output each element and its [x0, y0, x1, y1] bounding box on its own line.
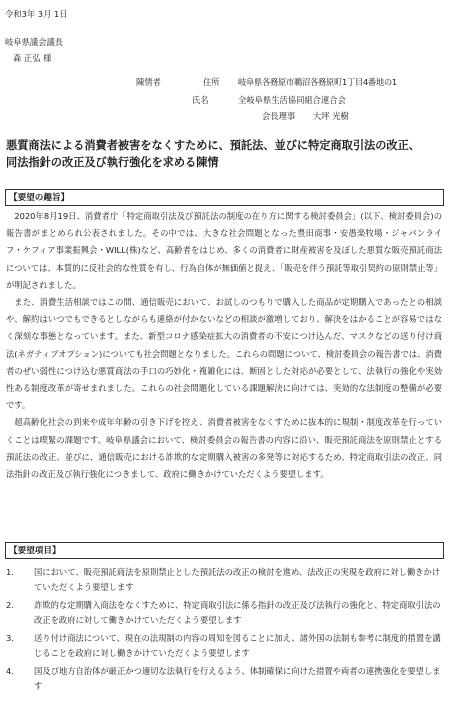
- request-number: 2.: [6, 600, 14, 610]
- requests-heading: 【要望項目】: [9, 546, 61, 556]
- addressee-name: 森 正弘 様: [13, 53, 52, 63]
- chair-title: 会長理事: [262, 111, 296, 121]
- request-number: 3.: [6, 633, 14, 643]
- purpose-paragraph-3: 超高齢化社会の到来や成年年齢の引き下げを控え、消費者被害をなくすために抜本的に規制・制度改革を行っていくことは喫緊の課題です。岐阜県議会において、検討委員会の報告書の内容に沿い、販売預託商法を原則禁止とする預託法の改正、並びに、通信販売における詐欺的な定期購入被害の多発等に対応するため、特定商取引法の改正、同法指針の改正及び執行強化につきまして、政府に働きかけていただくよう要望します。: [6, 417, 442, 480]
- request-text: 国及び地方自治体が厳正かつ適切な法執行を行えるよう、体制確保に向けた措置や両者の連携強化を要望します: [34, 666, 441, 691]
- petitioner-label: 陳情者: [136, 77, 161, 87]
- purpose-body: [6, 208, 442, 483]
- org-name: 全岐阜県生活協同組合連合会: [238, 95, 346, 105]
- purpose-paragraph-2: また、消費生活相談ではこの間、通信販売において、お試しのつもりで購入した商品が定期購入であったとの相談や、解約はいつでもできるとしながらも連絡が付かないなどの相談が激増しており、解決をはかることが容易ではなく深刻な事態となっています。また、新型コロナ感染症拡大の消費者の不安につけ込んだ、マスクなどの送り付け商法(ネガティブオプション)についても社会問題となりました。これらの問題について、検討委員会の報告書では、消費者のぜい弱性につけ込む悪質商法の手口の巧妙化・複雑化には、断固とした対応が必要として、法執行の強化や実効性ある制度改革が寄せまれました。これらの社会問題化している課題解決に向けては、実効的な法制度の整備が必要です。: [6, 297, 442, 411]
- request-item: [6, 598, 442, 628]
- addressee-org: 岐阜県議会議長: [5, 37, 64, 47]
- date: 令和3年 3月 1日: [5, 9, 68, 19]
- request-number: 4.: [6, 666, 14, 676]
- request-text: 詐欺的な定期購入商法をなくすために、特定商取引法に係る指針の改正及び法執行の強化と、特定商取引法の改正を政府に対して働きかけていただくよう要望します: [34, 600, 441, 625]
- name-label: 氏名: [192, 95, 209, 105]
- requests-heading-box: [5, 542, 444, 559]
- request-item: [6, 664, 442, 694]
- requests-list: [6, 565, 442, 697]
- title-line-2: 同法指針の改正及び執行強化を求める陳情: [6, 156, 219, 169]
- address-value: 岐阜県各務原市鵜沼各務原町1丁目4番地の1: [238, 77, 397, 87]
- chair-name: 大坪 光樹: [313, 111, 349, 121]
- petition-title: [6, 137, 444, 171]
- request-item: [6, 631, 442, 661]
- purpose-paragraph-1: 2020年8月19日、消費者庁「特定商取引法及び預託法の制度の在り方に関する検討委員会」(以下、検討委員会)の報告書がまとめられ公表されました。その中では、大きな社会問題となった豊田商事・安愚楽牧場・ジャパンライフ・ケフィア事業振興会・WILL(株)など、高齢者をはじめ、多くの消費者に財産被害を及ぼした悪質な販売預託商法については、本質的に反社会的な性質を有し、行為自体が無価値と捉え、「販売を伴う預託等取引契約の原則禁止等」が明記されました。: [6, 211, 442, 290]
- purpose-heading: 【要望の趣旨】: [9, 193, 70, 203]
- address-label: 住所: [203, 77, 220, 87]
- request-text: 国において、販売預託商法を原則禁止とした預託法の改正の検討を進め、法改正の実現を政府に対し働きかけていただくよう要望します: [34, 567, 441, 592]
- title-line-1: 悪質商法による消費者被害をなくすために、預託法、並びに特定商取引法の改正、: [6, 139, 420, 152]
- purpose-heading-box: [5, 189, 444, 206]
- request-number: 1.: [6, 567, 14, 577]
- request-item: [6, 565, 442, 595]
- request-text: 送り付け商法について、現在の法規制の内容の周知を図ることに加え、諸外国の法制も参考に制度的措置を講じることを政府に対し働きかけていただくよう要望します: [34, 633, 441, 658]
